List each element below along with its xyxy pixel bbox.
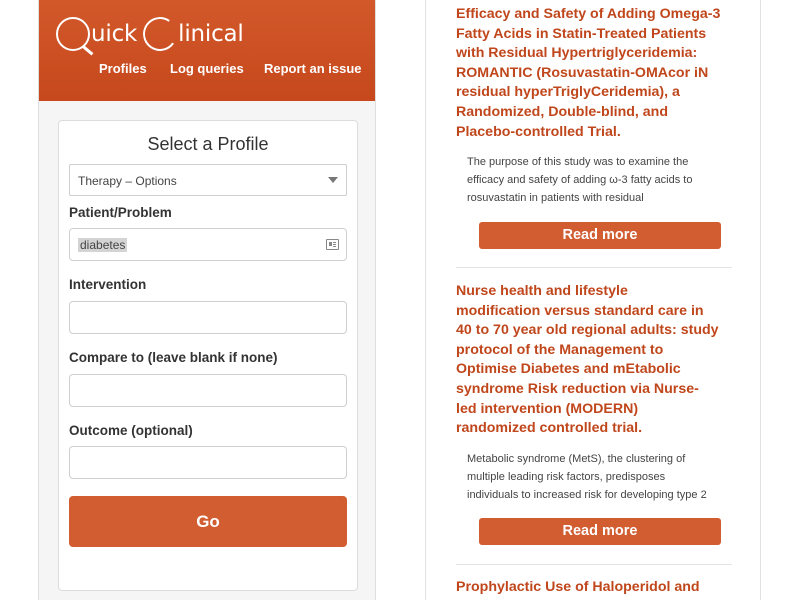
compare-to-label: Compare to (leave blank if none) (69, 350, 278, 365)
snippet-line: efficacy and safety of adding ω-3 fatty acids to (467, 174, 693, 186)
read-more-button[interactable]: Read more (479, 518, 721, 545)
app-header (39, 0, 376, 101)
go-button[interactable]: Go (69, 496, 347, 547)
profile-select[interactable] (69, 164, 347, 196)
form-title: Select a Profile (147, 134, 269, 154)
outcome-input[interactable] (69, 446, 347, 479)
intervention-input[interactable] (69, 301, 347, 334)
title-line: modification versus standard care in (456, 302, 704, 319)
chevron-down-icon (328, 177, 338, 183)
patient-problem-label: Patient/Problem (69, 205, 172, 220)
result-title-link[interactable] (456, 282, 741, 439)
result-title-link[interactable] (456, 5, 741, 142)
snippet-line: Metabolic syndrome (MetS), the clustering of (467, 453, 686, 465)
result-title-link[interactable] (456, 578, 741, 598)
nav-profiles-link[interactable]: Profiles (99, 61, 147, 76)
title-line: led intervention (MODERN) (456, 400, 639, 417)
snippet-line: individuals to increased risk for developing type 2 (467, 489, 707, 501)
patient-problem-input[interactable] (69, 228, 347, 261)
title-line: Prophylactic Use of Haloperidol and (456, 579, 700, 595)
patient-problem-value: diabetes (80, 238, 126, 252)
compare-to-input[interactable] (69, 374, 347, 407)
top-nav (39, 61, 376, 79)
snippet-line: multiple leading risk factors, predisposes (467, 471, 666, 483)
contact-card-icon[interactable] (326, 239, 339, 250)
result-snippet (467, 153, 732, 207)
title-line: Efficacy and Safety of Adding Omega-3 (456, 6, 721, 22)
logo-c-mark-icon (140, 14, 179, 53)
nav-report-issue-link[interactable]: Report an issue (264, 61, 362, 76)
result-divider (456, 267, 732, 268)
title-line: Placebo-controlled Trial. (456, 123, 621, 140)
title-line: syndrome Risk reduction via Nurse- (456, 380, 699, 397)
title-line: with Residual Hypertriglyceridemia: (456, 45, 698, 62)
title-line: Nurse health and lifestyle (456, 283, 628, 299)
title-line: Optimise Diabetes and mEtabolic (456, 361, 681, 378)
logo-text-quick: uick (91, 21, 138, 47)
title-line: Fatty Acids in Statin-Treated Patients (456, 25, 707, 42)
intervention-label: Intervention (69, 277, 147, 292)
title-line: ROMANTIC (Rosuvastatin-OMAcor iN (456, 64, 709, 81)
result-snippet (467, 450, 732, 504)
profile-form-card (58, 120, 358, 591)
snippet-line: The purpose of this study was to examine the (467, 156, 689, 168)
quickclinical-logo[interactable] (56, 14, 244, 54)
profile-select-value: Therapy – Options (78, 174, 177, 188)
title-line: 40 to 70 year old regional adults: study (456, 322, 719, 339)
title-line: protocol of the Management to (456, 341, 664, 358)
search-panel (38, 0, 376, 600)
title-line: Randomized, Double-blind, and (456, 103, 669, 120)
results-panel (425, 0, 761, 600)
logo-text-clinical: linical (178, 21, 244, 47)
logo-q-mark-icon (56, 17, 90, 51)
outcome-label: Outcome (optional) (69, 423, 193, 438)
snippet-line: rosuvastatin in patients with residual (467, 192, 644, 204)
title-line: residual hyperTriglyCeridemia), a (456, 84, 680, 101)
title-line: randomized controlled trial. (456, 420, 643, 437)
nav-log-queries-link[interactable]: Log queries (170, 61, 244, 76)
read-more-button[interactable]: Read more (479, 222, 721, 249)
result-divider (456, 564, 732, 565)
